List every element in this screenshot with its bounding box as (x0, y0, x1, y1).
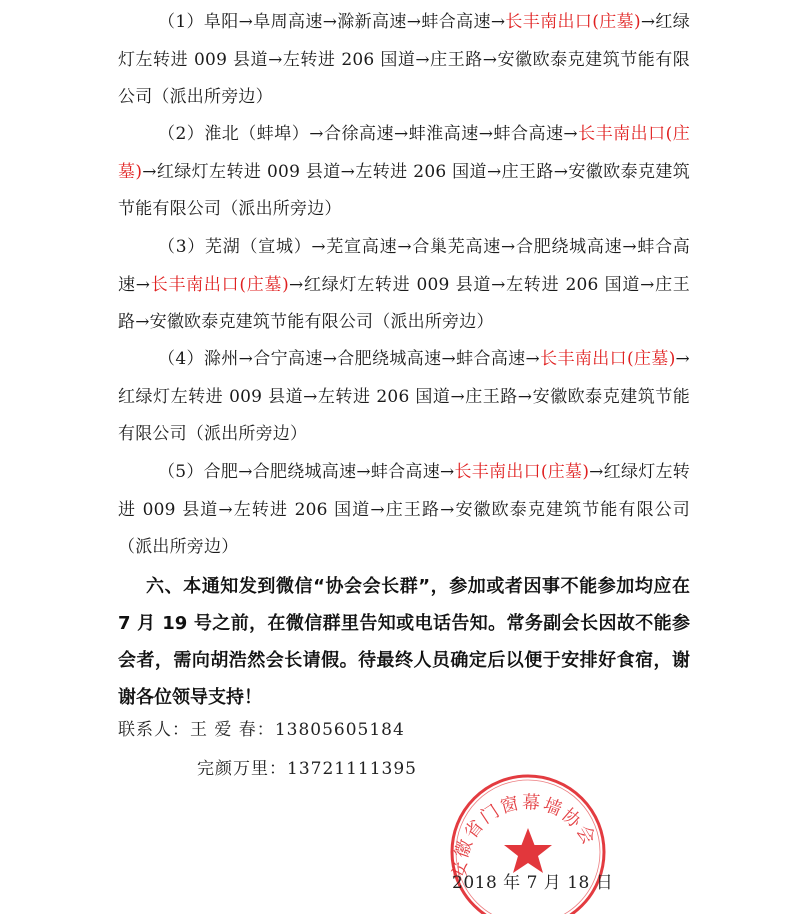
notice-paragraph (118, 568, 690, 716)
route-exit-highlight: 长丰南出口(庄墓) (118, 124, 690, 182)
route-path: 淮北（蚌埠）→合徐高速→蚌淮高速→蚌合高速→ (204, 124, 578, 144)
contact-label: 联系人：王 爱 春： (118, 720, 275, 740)
route-item (118, 116, 690, 229)
svg-text:安徽省门窗幕墙协会 (450, 792, 600, 880)
route-path-tail: →红绿灯左转进 009 县道→左转进 206 国道→庄王路→安徽欧泰克建筑节能有限公司（派出所旁边） (118, 349, 690, 444)
seal-text: 安徽省门窗幕墙协会 (449, 791, 601, 880)
route-number: （5） (158, 462, 204, 482)
route-path-tail: →红绿灯左转进 009 县道→左转进 206 国道→庄王路→安徽欧泰克建筑节能有限公司（派出所旁边） (118, 161, 690, 219)
route-path-tail: →红绿灯左转进 009 县道→左转进 206 国道→庄王路→安徽欧泰克建筑节能有限公司（派出所旁边） (118, 274, 690, 332)
route-path-tail: →红绿灯左转进 009 县道→左转进 206 国道→庄王路→安徽欧泰克建筑节能有限公司（派出所旁边） (118, 462, 690, 557)
route-item (118, 341, 690, 454)
route-item (118, 229, 690, 342)
contact-phone: 13721111395 (287, 759, 417, 779)
route-exit-highlight: 长丰南出口(庄墓) (505, 12, 641, 32)
route-exit-highlight: 长丰南出口(庄墓) (540, 349, 676, 369)
route-exit-highlight: 长丰南出口(庄墓) (150, 274, 290, 295)
route-number: （2） (158, 124, 205, 144)
route-number: （4） (158, 349, 204, 369)
route-path: 阜阳→阜周高速→滁新高速→蚌合高速→ (203, 12, 506, 32)
notice-number: 六、 (146, 576, 184, 597)
contact-line (118, 718, 405, 742)
route-path: 芜湖（宣城）→芜宣高速→合巢芜高速→合肥绕城高速→蚌合高速→ (118, 237, 691, 295)
route-path-tail: →红绿灯左转进 009 县道→左转进 206 国道→庄王路→安徽欧泰克建筑节能有限公司（派出所旁边） (118, 12, 690, 107)
contact-label: 完颜万里： (197, 759, 287, 779)
route-number: （1） (158, 12, 204, 32)
route-item (118, 4, 690, 117)
contact-line (197, 757, 417, 781)
contact-phone: 13805605184 (274, 720, 405, 740)
route-item (118, 454, 690, 567)
route-number: （3） (158, 237, 206, 257)
document-date: 2018 年 7 月 18 日 (452, 873, 614, 893)
route-exit-highlight: 长丰南出口(庄墓) (454, 462, 590, 482)
route-path: 滁州→合宁高速→合肥绕城高速→蚌合高速→ (203, 349, 540, 369)
notice-text: 本通知发到微信“协会会长群”，参加或者因事不能参加均应在 7 月 19 号之前，在微信群里告知或电话告知。常务副会长因故不能参会者，需向胡浩然会长请假。待最终人员确定后以便于安排好食宿，谢谢各位领导支持！ (118, 576, 691, 708)
route-path: 合肥→合肥绕城高速→蚌合高速→ (203, 462, 455, 482)
